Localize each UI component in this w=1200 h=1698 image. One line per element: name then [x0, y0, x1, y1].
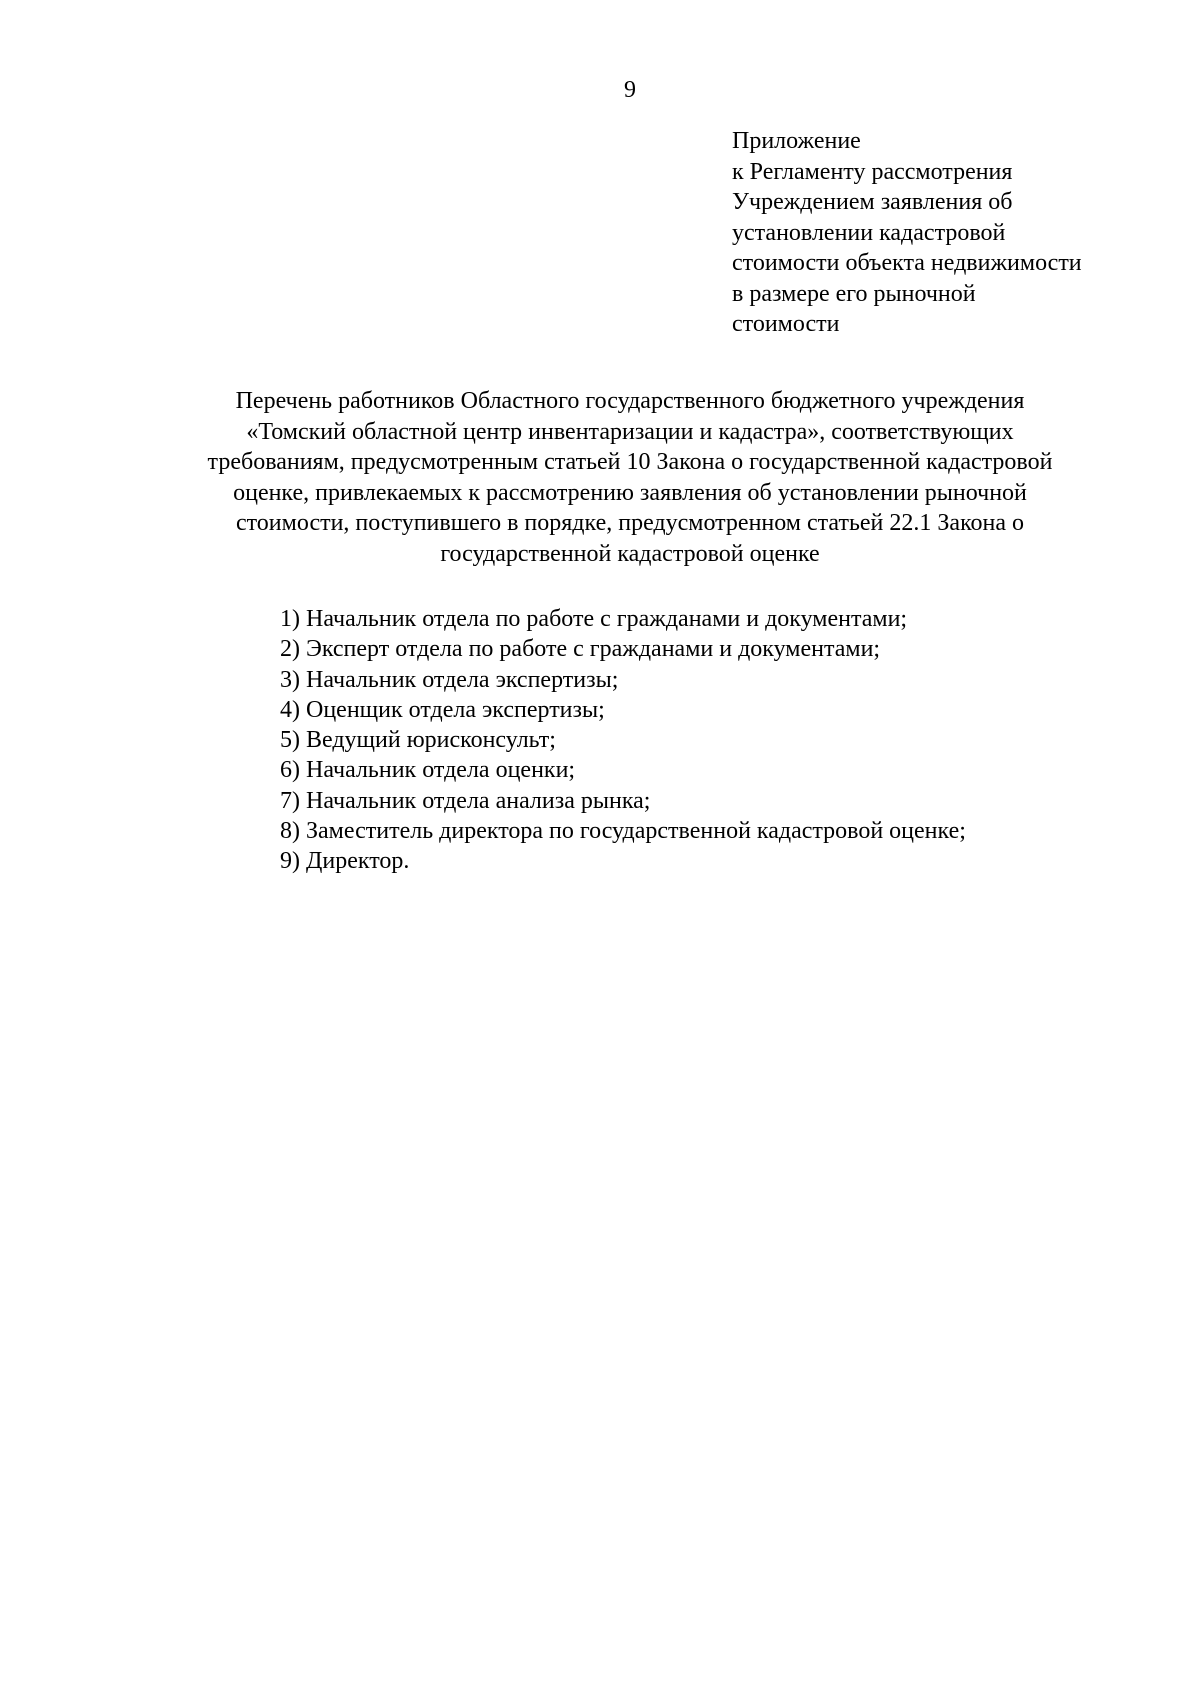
list-item: 4) Оценщик отдела экспертизы;: [280, 696, 605, 723]
title-line: государственной кадастровой оценке: [440, 540, 820, 567]
page-number: 9: [624, 77, 636, 103]
appendix-line: в размере его рыночной: [732, 280, 976, 307]
list-item: 9) Директор.: [280, 848, 410, 875]
title-line: «Томский областной центр инвентаризации и кадастра», соответствующих: [246, 418, 1014, 445]
appendix-heading: [732, 126, 1172, 340]
title-line: оценке, привлекаемых к рассмотрению заявления об установлении рыночной: [233, 479, 1027, 506]
title-line: Перечень работников Областного государственного бюджетного учреждения: [235, 388, 1025, 414]
list-item: 1) Начальник отдела по работе с гражданами и документами;: [280, 606, 908, 632]
document-title: [150, 386, 1110, 569]
appendix-line: стоимости объекта недвижимости: [732, 250, 1082, 276]
appendix-line: Приложение: [732, 128, 861, 154]
appendix-line: установлении кадастровой: [732, 219, 1006, 246]
list-item: 2) Эксперт отдела по работе с гражданами и документами;: [280, 636, 881, 663]
positions-list: [280, 604, 966, 877]
appendix-line: к Регламенту рассмотрения: [732, 158, 1013, 185]
appendix-line: стоимости: [732, 311, 840, 337]
title-line: требованиям, предусмотренным статьей 10 Закона о государственной кадастровой: [207, 449, 1053, 475]
list-item: 3) Начальник отдела экспертизы;: [280, 666, 619, 693]
appendix-line: Учреждением заявления об: [732, 189, 1013, 215]
list-item: 6) Начальник отдела оценки;: [280, 757, 576, 784]
title-line: стоимости, поступившего в порядке, предусмотренном статьей 22.1 Закона о: [235, 510, 1024, 536]
list-item: 7) Начальник отдела анализа рынка;: [280, 787, 651, 814]
list-item: 5) Ведущий юрисконсульт;: [280, 727, 556, 754]
list-item: 8) Заместитель директора по государственной кадастровой оценке;: [280, 818, 966, 845]
